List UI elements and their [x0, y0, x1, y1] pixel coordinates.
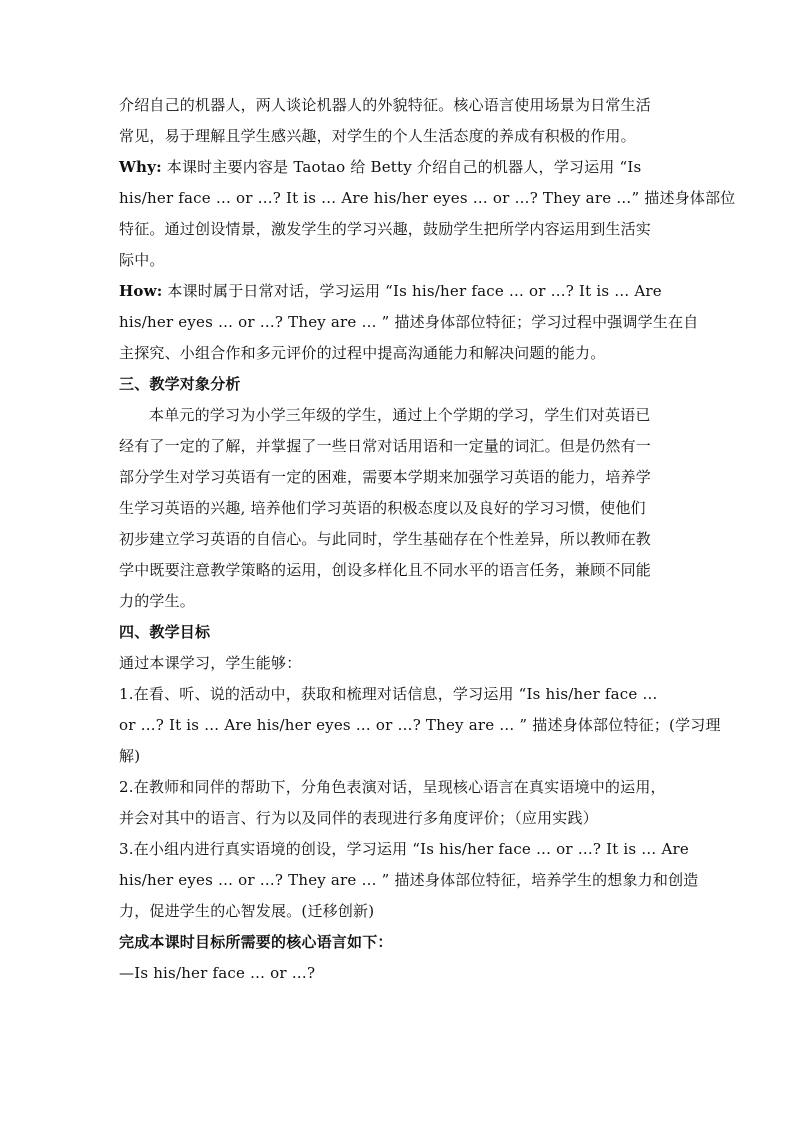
text-line: 学中既要注意教学策略的运用，创设多样化且不同水平的语言任务，兼顾不同能 [119, 561, 652, 579]
text-line: 通过本课学习，学生能够： [119, 654, 302, 672]
objective-line: or …? It is … Are his/her eyes … or …? They are … ” 描述身体部位特征；(学习理 [119, 716, 721, 734]
text-line: 力的学生。 [119, 592, 196, 610]
text-line: 特征。通过创设情景，激发学生的学习兴趣，鼓励学生把所学内容运用到生活实 [119, 220, 652, 238]
why-paragraph-line [119, 152, 679, 183]
text-line: 际中。 [119, 251, 165, 269]
why-text: 本课时主要内容是 Taotao 给 Betty 介绍自己的机器人，学习运用 “Is [161, 158, 642, 176]
section-heading: 三、教学对象分析 [119, 375, 241, 393]
section-heading: 四、教学目标 [119, 623, 211, 641]
text-line: 介绍自己的机器人，两人谈论机器人的外貌特征。核心语言使用场景为日常生活 [119, 96, 652, 114]
text-line: 经有了一定的了解，并掌握了一些日常对话用语和一定量的词汇。但是仍然有一 [119, 437, 652, 455]
objective-line: 并会对其中的语言、行为以及同伴的表现进行多角度评价；（应用实践） [119, 809, 598, 827]
how-label: How: [119, 282, 163, 300]
core-language-heading: 完成本课时目标所需要的核心语言如下： [119, 933, 393, 951]
objective-line: 1.在看、听、说的活动中，获取和梳理对话信息，学习运用 “Is his/her face … [119, 685, 658, 703]
how-text: 本课时属于日常对话，学习运用 “Is his/her face … or …? It is … Are [162, 282, 662, 300]
objective-line: 3.在小组内进行真实语境的创设，学习运用 “Is his/her face … or …? It is … Are [119, 840, 689, 858]
text-line: 生学习英语的兴趣, 培养他们学习英语的积极态度以及良好的学习习惯，使他们 [119, 499, 646, 517]
text-line: 初步建立学习英语的自信心。与此同时，学生基础存在个性差异，所以教师在教 [119, 530, 652, 548]
text-line: 常见，易于理解且学生感兴趣，对学生的个人生活态度的养成有积极的作用。 [119, 127, 636, 145]
objective-line: 解) [119, 747, 141, 765]
objective-line: 力，促进学生的心智发展。(迁移创新) [119, 902, 375, 920]
text-line: 部分学生对学习英语有一定的困难，需要本学期来加强学习英语的能力，培养学 [119, 468, 652, 486]
text-line: his/her eyes … or …? They are … ” 描述身体部位特征；学习过程中强调学生在自 [119, 313, 699, 331]
text-line: 本单元的学习为小学三年级的学生，通过上个学期的学习，学生们对英语已 [149, 406, 651, 424]
objective-line: 2.在教师和同伴的帮助下，分角色表演对话，呈现核心语言在真实语境中的运用， [119, 778, 666, 796]
text-line: his/her face … or …? It is … Are his/her eyes … or …? They are …” 描述身体部位 [119, 189, 736, 207]
core-language-line: —Is his/her face … or …? [119, 964, 316, 982]
how-paragraph-line [119, 276, 679, 307]
objective-line: his/her eyes … or …? They are … ” 描述身体部位特征，培养学生的想象力和创造 [119, 871, 699, 889]
why-label: Why: [119, 158, 162, 176]
document-page [119, 90, 736, 989]
text-line: 主探究、小组合作和多元评价的过程中提高沟通能力和解决问题的能力。 [119, 344, 606, 362]
